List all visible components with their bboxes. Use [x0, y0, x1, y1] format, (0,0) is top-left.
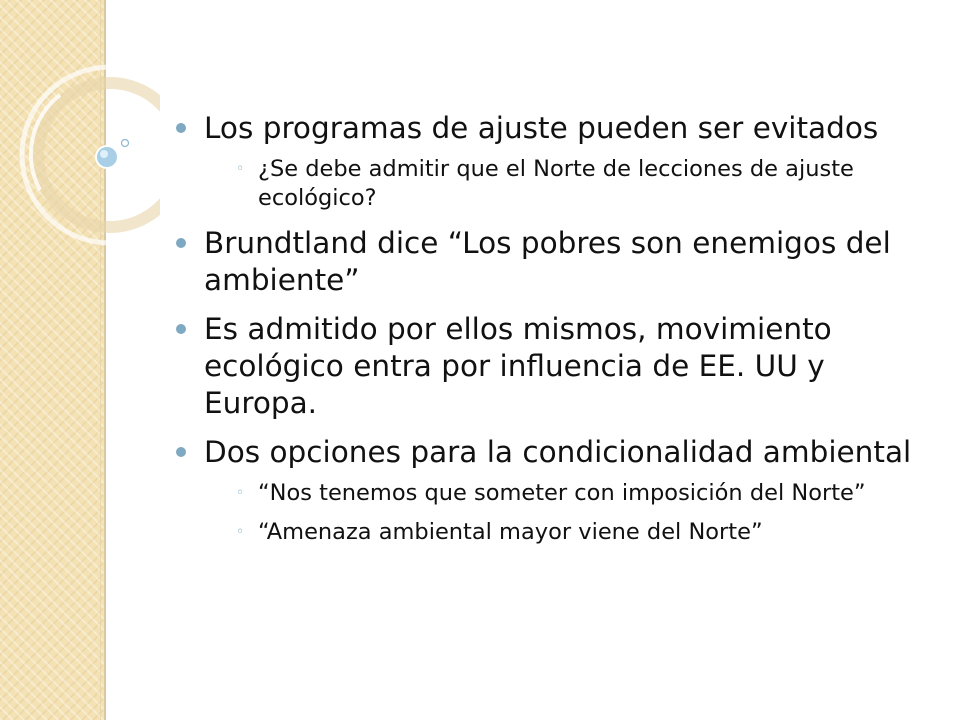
sub-bullet-ring-icon: ◦ [236, 524, 245, 540]
bullet-text: Brundtland dice “Los pobres son enemigos del ambiente” [204, 226, 891, 297]
bullet-dot-icon [176, 324, 186, 334]
sub-bullet-list [204, 155, 932, 213]
bullet-item [172, 110, 932, 213]
bullet-item [172, 434, 932, 547]
sub-bullet-item [204, 518, 932, 547]
bullet-item [172, 311, 932, 422]
slide-content [172, 110, 932, 559]
sub-bullet-ring-icon: ◦ [236, 161, 245, 177]
bullet-list [172, 110, 932, 547]
sub-bullet-text: “Nos tenemos que someter con imposición del Norte” [258, 480, 866, 506]
bullet-text: Dos opciones para la condicionalidad ambiental [204, 435, 912, 469]
bullet-dot-icon [176, 447, 186, 457]
sub-bullet-item [204, 155, 932, 213]
bullet-item [172, 225, 932, 299]
bullet-dot-icon [176, 238, 186, 248]
bullet-text: Es admitido por ellos mismos, movimiento ecológico entra por influencia de EE. UU y Europa. [204, 312, 832, 420]
sub-bullet-ring-icon: ◦ [236, 485, 245, 501]
sub-bullet-text: ¿Se debe admitir que el Norte de lecciones de ajuste ecológico? [258, 156, 854, 211]
decorative-circles-icon [0, 0, 160, 300]
sub-bullet-item [204, 479, 932, 508]
sub-bullet-text: “Amenaza ambiental mayor viene del Norte” [258, 519, 763, 545]
bullet-text: Los programas de ajuste pueden ser evitados [204, 111, 879, 145]
bullet-dot-icon [176, 123, 186, 133]
sub-bullet-list [204, 479, 932, 547]
